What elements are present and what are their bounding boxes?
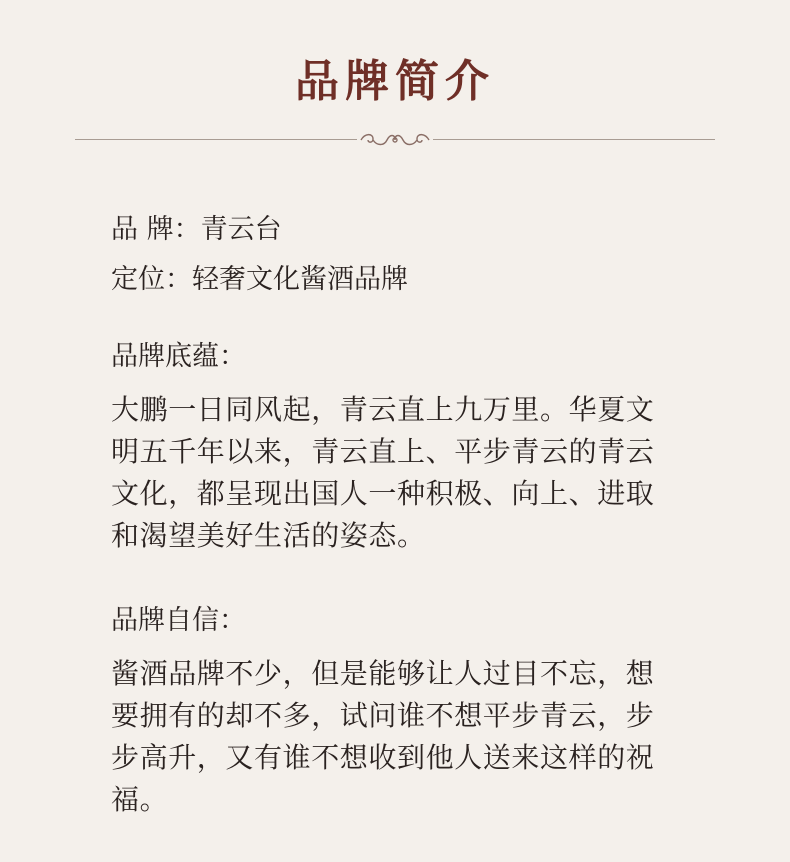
paragraph-line: 步高升，又有谁不想收到他人送来这样的祝 (111, 741, 655, 774)
paragraph-line: 文化，都呈现出国人一种积极、向上、进取 (111, 477, 655, 510)
paragraph-line: 明五千年以来，青云直上、平步青云的青云 (111, 435, 655, 468)
brand-intro-content (111, 205, 691, 821)
brand-name-line: 品 牌：青云台 (111, 214, 282, 245)
paragraph-line: 酱酒品牌不少，但是能够让人过目不忘，想 (111, 657, 655, 690)
page-title: 品牌简介 (295, 56, 495, 107)
ornamental-divider (75, 127, 715, 153)
section-body-heritage (111, 389, 691, 557)
paragraph-line: 要拥有的却不多，试问谁不想平步青云，步 (111, 699, 655, 732)
section-body-confidence (111, 653, 691, 821)
divider-line-right (433, 139, 715, 140)
divider-line-left (75, 139, 357, 140)
paragraph-line: 福。 (111, 783, 169, 816)
scroll-ornament-icon (357, 127, 433, 153)
brand-positioning-line: 定位：轻奢文化酱酒品牌 (111, 264, 408, 295)
paragraph-line: 大鹏一日同风起，青云直上九万里。华夏文 (111, 393, 655, 426)
paragraph-line: 和渴望美好生活的姿态。 (111, 519, 426, 552)
section-heading-heritage: 品牌底蕴： (111, 341, 246, 372)
section-heading-confidence: 品牌自信： (111, 605, 246, 636)
